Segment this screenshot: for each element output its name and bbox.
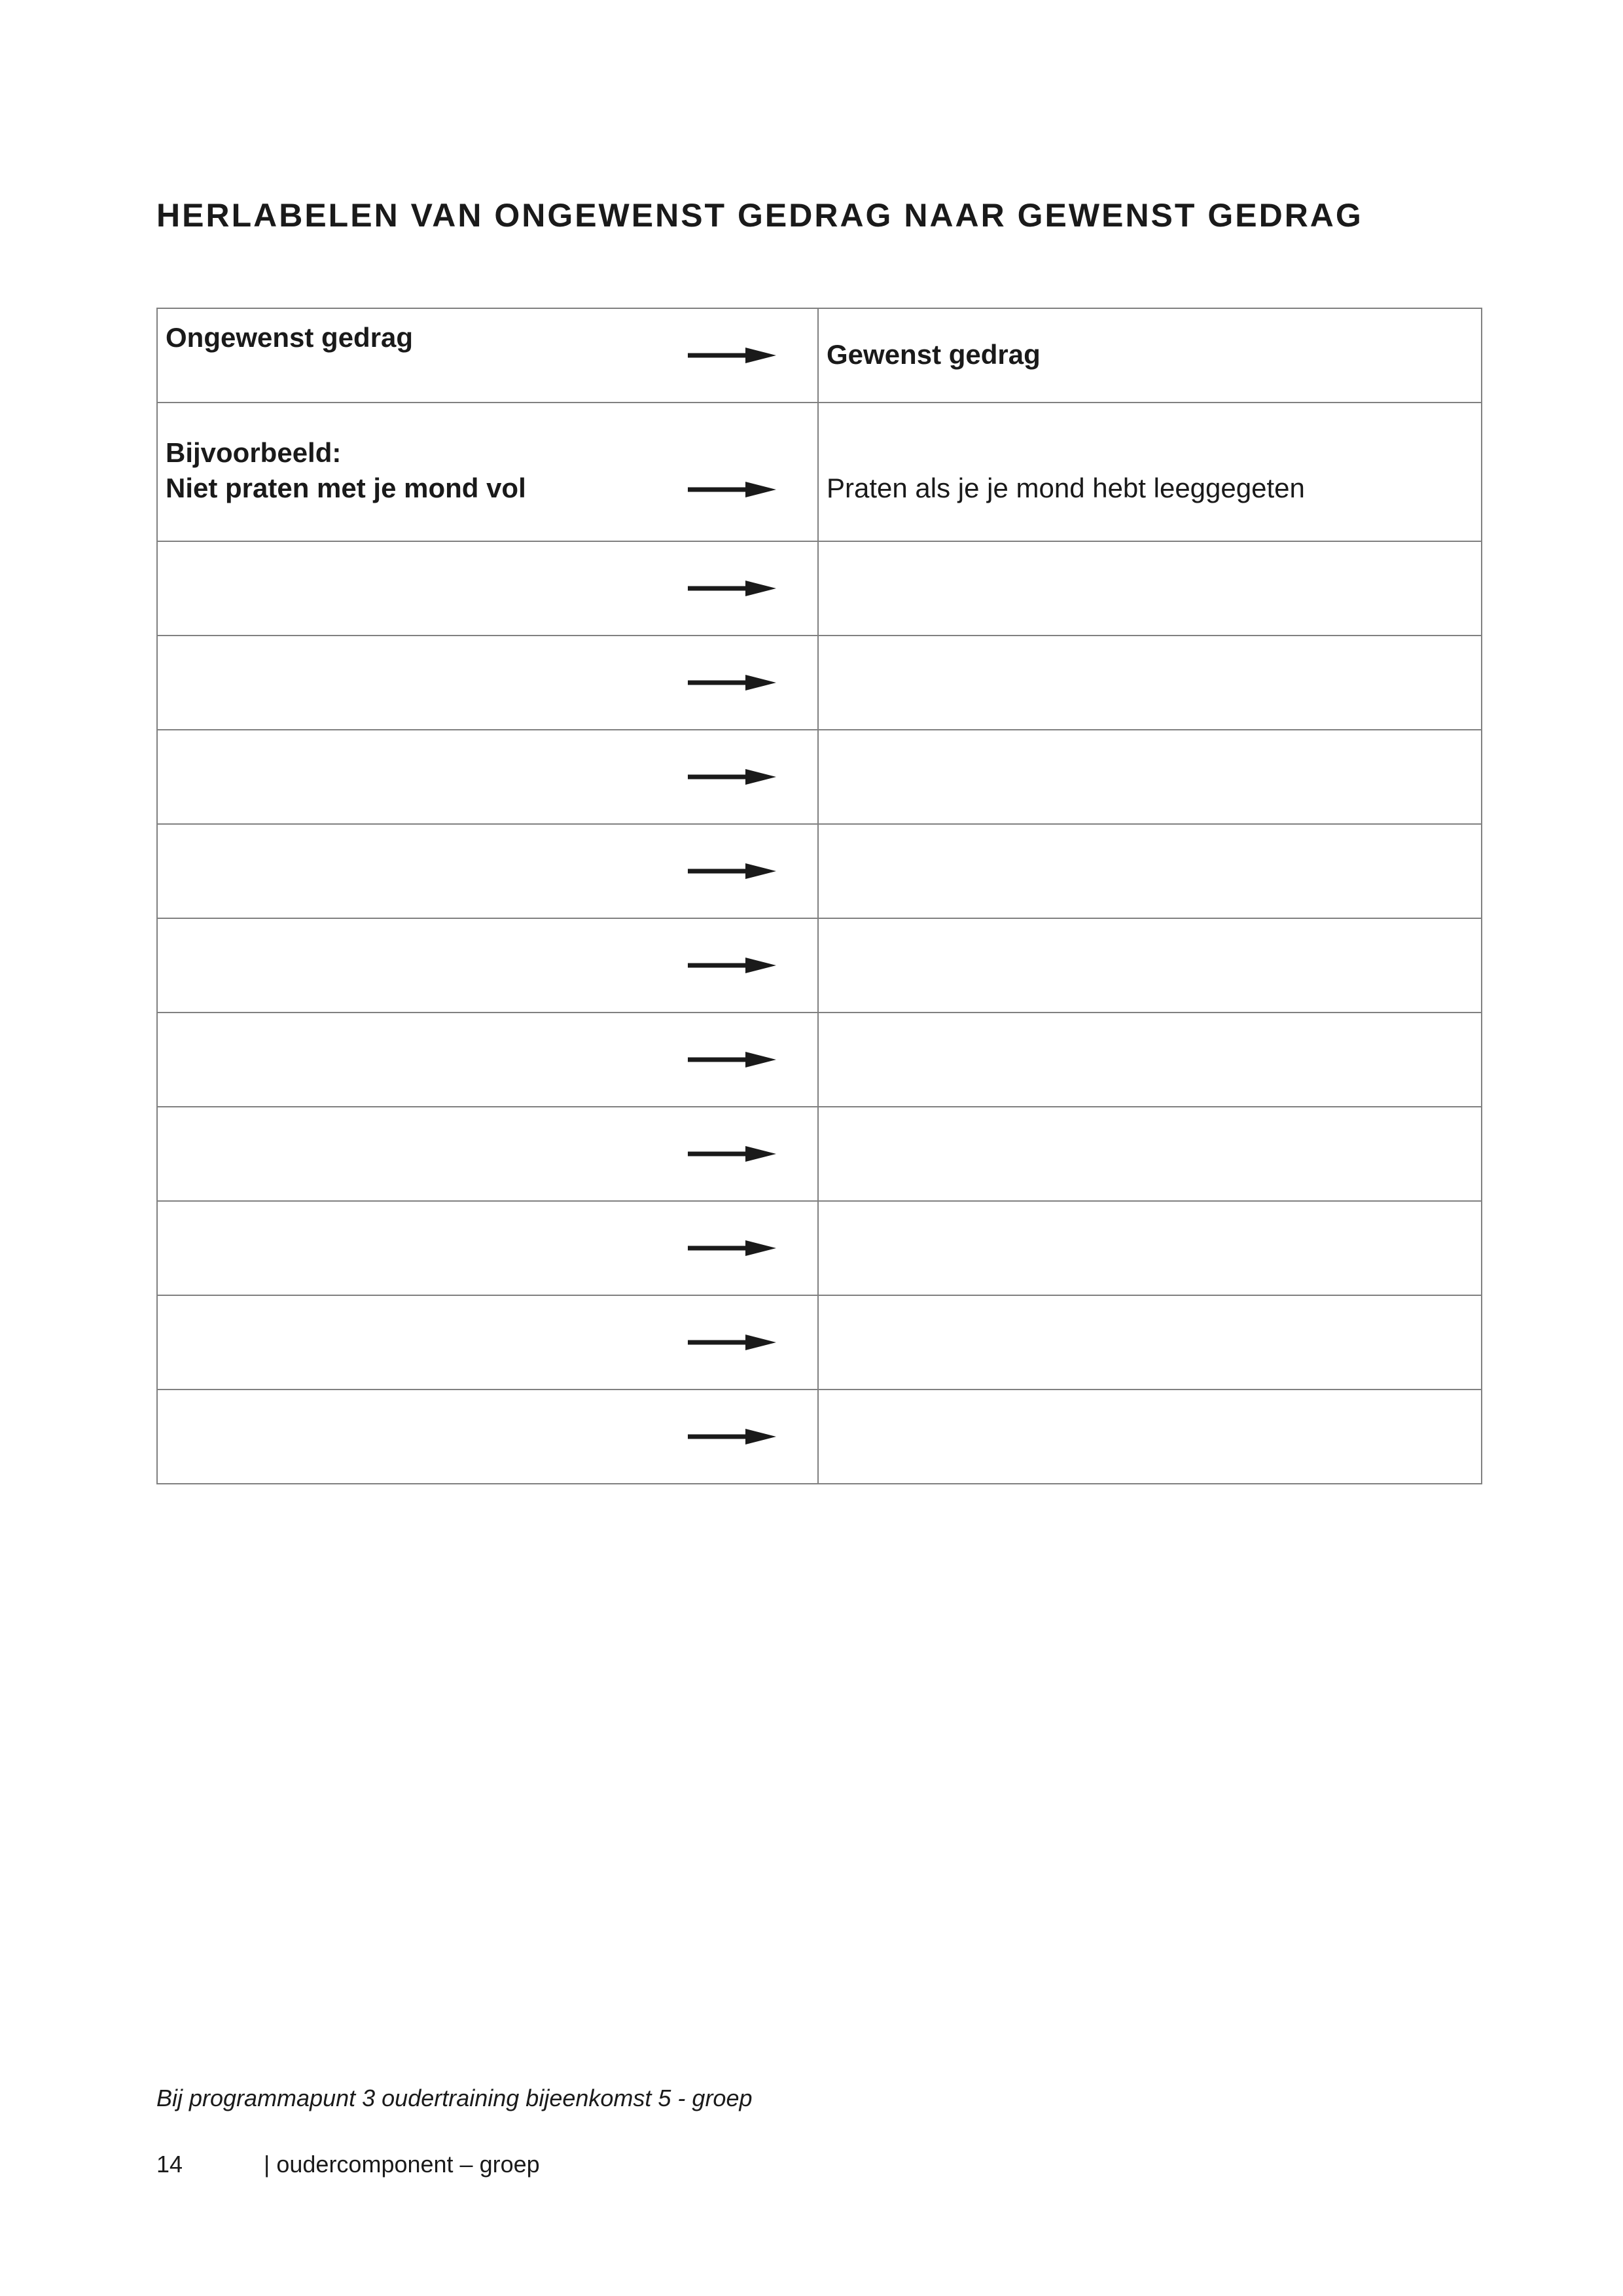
wanted-behavior-cell[interactable] <box>818 1107 1482 1201</box>
right-arrow-icon <box>688 1238 776 1258</box>
example-label: Bijvoorbeeld: <box>166 437 342 468</box>
unwanted-behavior-cell[interactable] <box>157 730 818 824</box>
unwanted-behavior-cell[interactable] <box>157 1013 818 1107</box>
wanted-behavior-cell[interactable] <box>818 730 1482 824</box>
right-arrow-icon <box>688 346 776 365</box>
unwanted-behavior-cell[interactable] <box>157 1107 818 1201</box>
page-number: 14 <box>156 2151 183 2178</box>
header-unwanted-label: Ongewenst gedrag <box>166 322 414 353</box>
right-arrow-icon <box>688 1333 776 1352</box>
section-label: | oudercomponent – groep <box>264 2151 540 2178</box>
unwanted-behavior-cell[interactable] <box>157 824 818 918</box>
wanted-behavior-cell[interactable] <box>818 541 1482 636</box>
example-cell-wanted <box>818 403 1482 541</box>
header-cell-unwanted <box>157 308 818 403</box>
right-arrow-icon <box>688 673 776 692</box>
wanted-behavior-cell[interactable] <box>818 1390 1482 1484</box>
table-row <box>157 541 1482 636</box>
table-row <box>157 730 1482 824</box>
right-arrow-icon <box>688 480 776 499</box>
wanted-behavior-cell[interactable] <box>818 636 1482 730</box>
page-title: HERLABELEN VAN ONGEWENST GEDRAG NAAR GEWENST GEDRAG <box>156 197 1363 234</box>
unwanted-behavior-cell[interactable] <box>157 636 818 730</box>
table-row <box>157 1390 1482 1484</box>
wanted-behavior-cell[interactable] <box>818 1201 1482 1295</box>
table-row <box>157 636 1482 730</box>
right-arrow-icon <box>688 956 776 975</box>
table-row <box>157 1013 1482 1107</box>
relabel-table <box>156 308 1482 1484</box>
table-row <box>157 1201 1482 1295</box>
unwanted-behavior-cell[interactable] <box>157 1390 818 1484</box>
table-row <box>157 824 1482 918</box>
example-row <box>157 403 1482 541</box>
wanted-behavior-cell[interactable] <box>818 1013 1482 1107</box>
wanted-behavior-cell[interactable] <box>818 918 1482 1013</box>
right-arrow-icon <box>688 1427 776 1446</box>
right-arrow-icon <box>688 1050 776 1069</box>
unwanted-behavior-cell[interactable] <box>157 1201 818 1295</box>
unwanted-behavior-cell[interactable] <box>157 541 818 636</box>
wanted-behavior-cell[interactable] <box>818 824 1482 918</box>
example-cell-unwanted <box>157 403 818 541</box>
table-row <box>157 1295 1482 1390</box>
example-unwanted-text: Niet praten met je mond vol <box>166 473 526 503</box>
wanted-behavior-cell[interactable] <box>818 1295 1482 1390</box>
right-arrow-icon <box>688 767 776 787</box>
table-header-row <box>157 308 1482 403</box>
unwanted-behavior-cell[interactable] <box>157 918 818 1013</box>
unwanted-behavior-cell[interactable] <box>157 1295 818 1390</box>
right-arrow-icon <box>688 579 776 598</box>
right-arrow-icon <box>688 861 776 881</box>
example-wanted-text: Praten als je je mond hebt leeggegeten <box>827 473 1305 503</box>
table-row <box>157 1107 1482 1201</box>
header-wanted-label: Gewenst gedrag <box>827 339 1041 370</box>
header-cell-wanted <box>818 308 1482 403</box>
table-row <box>157 918 1482 1013</box>
right-arrow-icon <box>688 1144 776 1164</box>
footer-note: Bij programmapunt 3 oudertraining bijeenkomst 5 - groep <box>156 2085 753 2111</box>
